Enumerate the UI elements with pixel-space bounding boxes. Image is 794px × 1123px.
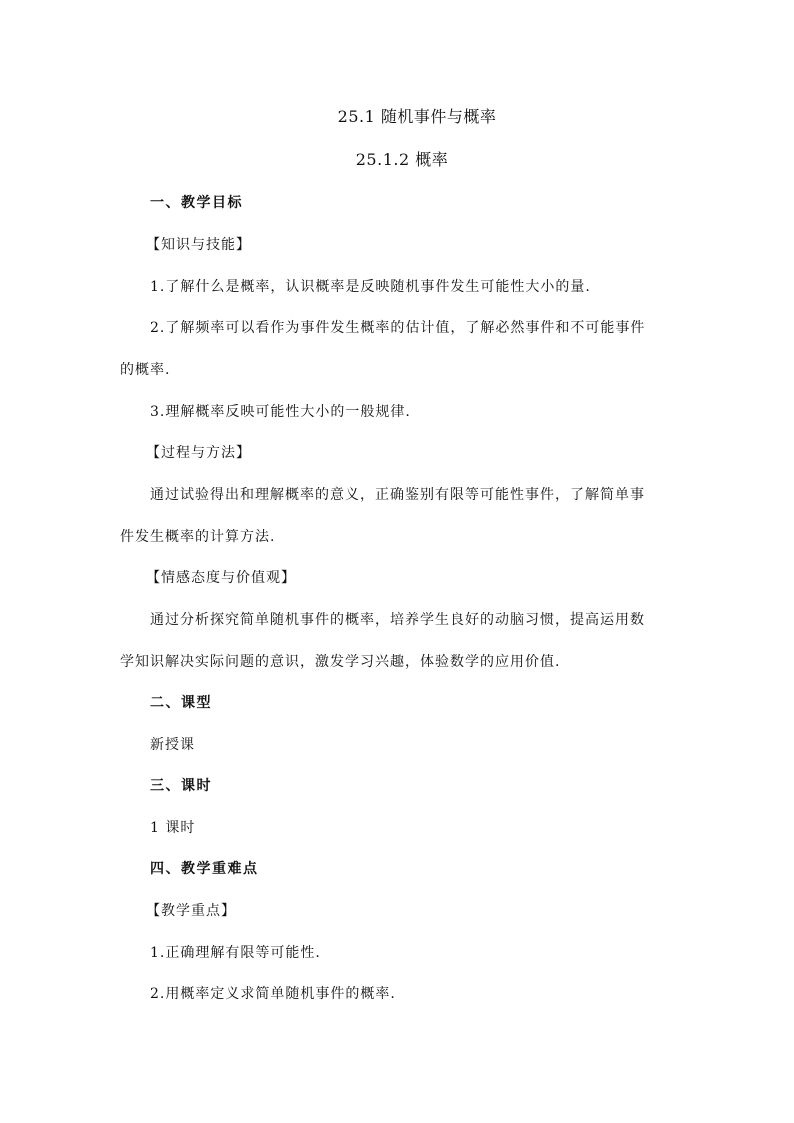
section-heading-goals: 一、教学目标 [150, 195, 243, 211]
emotion-line-1: 通过分析探究简单随机事件的概率，培养学生良好的动脑习惯，提高运用数 [150, 612, 645, 628]
key-point-1: 1.正确理解有限等可能性. [150, 945, 321, 961]
page-title: 25.1 随机事件与概率 [337, 107, 497, 126]
emotion-line-2: 学知识解决实际问题的意识，激发学习兴趣，体验数学的应用价值. [120, 654, 561, 670]
knowledge-item-2: 2.了解频率可以看作为事件发生概率的估计值，了解必然事件和不可能事件 [150, 320, 646, 336]
period-value: 1 课时 [150, 820, 196, 836]
subheading-knowledge: 【知识与技能】 [146, 237, 251, 253]
section-heading-period: 三、课时 [150, 778, 212, 794]
section-heading-key: 四、教学重难点 [150, 861, 259, 877]
subheading-emotion: 【情感态度与价值观】 [146, 570, 296, 586]
subheading-process: 【过程与方法】 [146, 445, 251, 461]
knowledge-item-1: 1.了解什么是概率，认识概率是反映随机事件发生可能性大小的量. [150, 279, 591, 295]
process-line-2: 件发生概率的计算方法. [120, 529, 276, 545]
subheading-key-points: 【教学重点】 [146, 903, 236, 919]
page-subtitle: 25.1.2 概率 [355, 150, 449, 169]
knowledge-item-3: 3.理解概率反映可能性大小的一般规律. [150, 404, 411, 420]
knowledge-item-2-cont: 的概率. [120, 362, 171, 378]
process-line-1: 通过试验得出和理解概率的意义，正确鉴别有限等可能性事件，了解简单事 [150, 487, 645, 503]
key-point-2: 2.用概率定义求简单随机事件的概率. [150, 986, 396, 1002]
type-value: 新授课 [150, 737, 195, 753]
section-heading-type: 二、课型 [150, 695, 212, 711]
